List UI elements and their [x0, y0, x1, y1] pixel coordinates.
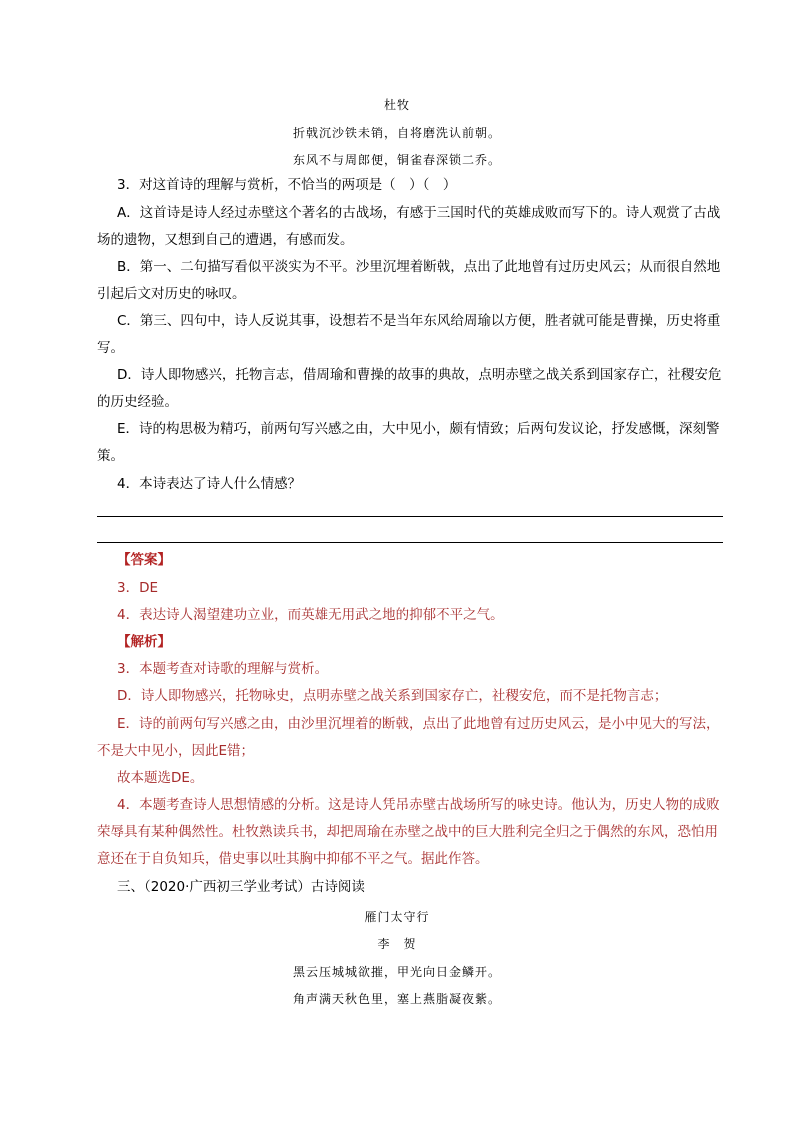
option-d: D．诗人即物感兴，托物言志，借周瑜和曹操的故事的典故，点明赤壁之战关系到国家存亡，社稷安危的历史经验。 [97, 367, 722, 410]
analysis-line: 故本题选DE。 [117, 770, 204, 786]
poem-title: 雁门太守行 [364, 910, 430, 924]
question-3: 3．对这首诗的理解与赏析，不恰当的两项是（ ）（ ） [117, 177, 457, 193]
poem-line: 东风不与周郎便，铜雀春深锁二乔。 [292, 153, 501, 167]
answer-line [97, 542, 723, 543]
option-e: E．诗的构思极为精巧，前两句写兴感之由，大中见小，颇有情致；后两句发议论，抒发感慨，深刻警策。 [97, 421, 720, 464]
poem-line: 折戟沉沙铁未销，自将磨洗认前朝。 [292, 126, 501, 140]
analysis-line: 4．本题考查诗人思想情感的分析。这是诗人凭吊赤壁古战场所写的咏史诗。他认为，历史人物的成败荣辱具有某种偶然性。杜牧熟读兵书，却把周瑜在赤壁之战中的巨大胜利完全归之于偶然的东风，恐怕用意还在于自负知兵，借史事以吐其胸中抑郁不平之气。据此作答。 [97, 797, 720, 867]
option-a: A．这首诗是诗人经过赤壁这个著名的古战场，有感于三国时代的英雄成败而写下的。诗人观赏了古战场的遗物，又想到自己的遭遇，有感而发。 [97, 205, 721, 248]
analysis-header: 【解析】 [117, 634, 171, 650]
poem-line: 角声满天秋色里，塞上燕脂凝夜紫。 [292, 992, 501, 1006]
analysis-line: D．诗人即物感兴，托物咏史，点明赤壁之战关系到国家存亡，社稷安危，而不是托物言志； [117, 688, 668, 704]
option-c: C．第三、四句中，诗人反说其事，设想若不是当年东风给周瑜以方便，胜者就可能是曹操，历史将重写。 [97, 313, 721, 356]
answer-4: 4．表达诗人渴望建功立业，而英雄无用武之地的抑郁不平之气。 [117, 607, 504, 623]
answer-header: 【答案】 [117, 552, 171, 568]
analysis-line: 3．本题考查对诗歌的理解与赏析。 [117, 661, 329, 677]
answer-line [97, 516, 723, 517]
section-heading: 三、（2020·广西初三学业考试）古诗阅读 [117, 879, 365, 895]
analysis-line: E．诗的前两句写兴感之由，由沙里沉埋着的断戟，点出了此地曾有过历史风云，是小中见大的写法，不是大中见小，因此E错； [97, 716, 720, 759]
poem-author: 李 贺 [377, 937, 417, 951]
poem-line: 黑云压城城欲摧，甲光向日金鳞开。 [292, 965, 501, 979]
answer-3: 3．DE [117, 580, 159, 596]
question-4: 4．本诗表达了诗人什么情感？ [117, 476, 302, 492]
poem-author: 杜牧 [383, 98, 410, 112]
option-b: B．第一、二句描写看似平淡实为不平。沙里沉埋着断戟，点出了此地曾有过历史风云；从而很自然地引起后文对历史的咏叹。 [97, 259, 721, 302]
